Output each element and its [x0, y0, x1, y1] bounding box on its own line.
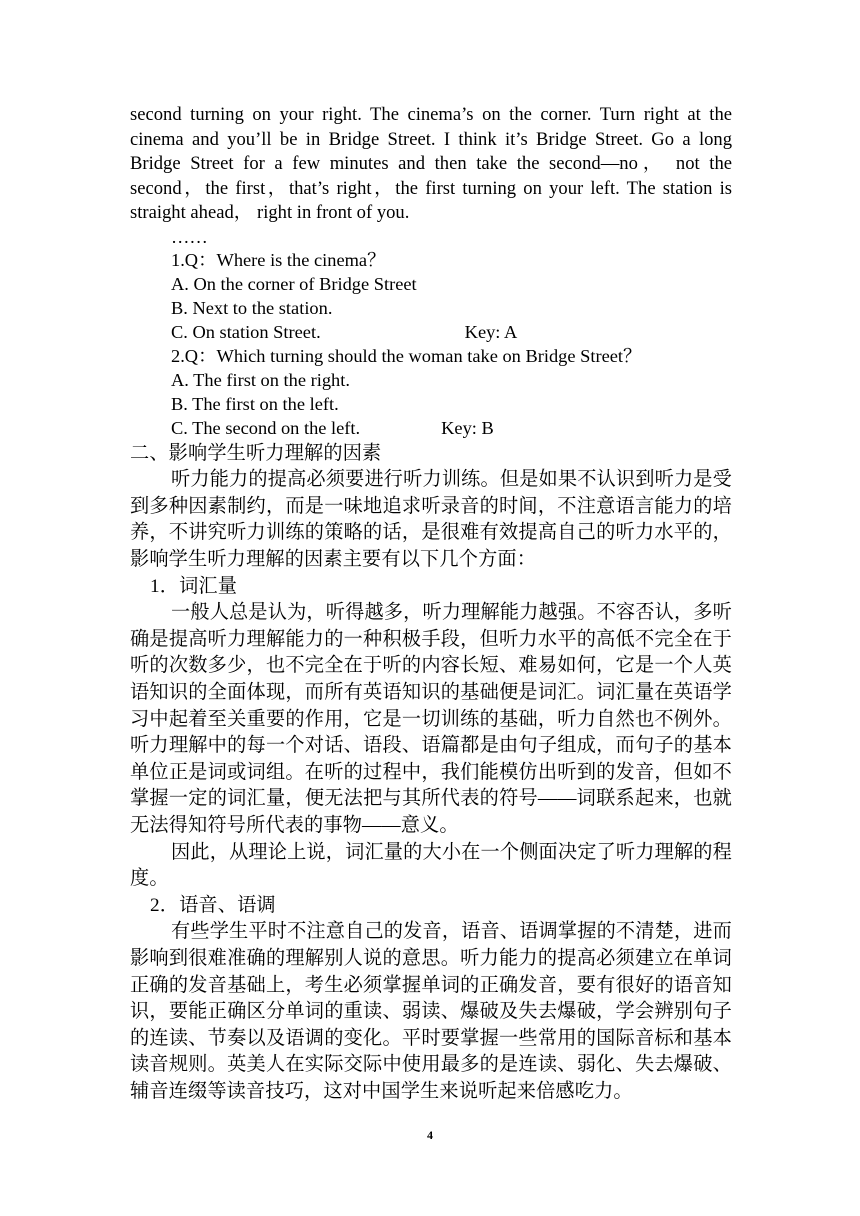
option-c-row: [130, 321, 732, 345]
ellipsis: ……: [171, 226, 208, 247]
question-1: [130, 249, 732, 345]
answer-key: Key: A: [464, 322, 518, 343]
option-a: A. The first on the right.: [171, 369, 350, 390]
subsection-heading-pronunciation: 2．语音、语调: [150, 894, 276, 916]
option-c: C. The second on the left.: [171, 417, 361, 438]
section-paragraph: 听力能力的提高必须要进行听力训练。但是如果不认识到听力是受到多种因素制约，而是一味地追求听录音的时间，不注意语言能力的培养，不讲究听力训练的策略的话，是很难有效提高自己的听力水平的，影响学生听力理解的因素主要有以下几个方面：: [130, 469, 732, 571]
option-a: A. On the corner of Bridge Street: [171, 274, 417, 295]
option-c: C. On station Street.: [171, 322, 321, 343]
section-heading: 二、影响学生听力理解的因素: [130, 442, 382, 464]
option-c-row: [130, 417, 732, 441]
question-2: [130, 345, 732, 441]
subsection-heading-vocabulary: 1．词汇量: [150, 575, 238, 597]
option-b: B. The first on the left.: [171, 393, 339, 414]
vocabulary-paragraph: 一般人总是认为，听得越多，听力理解能力越强。不容否认，多听确是提高听力理解能力的一种积极手段，但听力水平的高低不完全在于听的次数多少，也不完全在于听的内容长短、难易如何，它是一个人英语知识的全面体现，而所有英语知识的基础便是词汇。词汇量在英语学习中起着至关重要的作用，它是一切训练的基础，听力自然也不例外。听力理解中的每一个对话、语段、语篇都是由句子组成，而句子的基本单位正是词或词组。在听的过程中，我们能模仿出听到的发音，但如不掌握一定的词汇量，便无法把与其所代表的符号——词联系起来，也就无法得知符号所代表的事物——意义。: [130, 602, 732, 836]
pronunciation-paragraph: 有些学生平时不注意自己的发音，语音、语调掌握的不清楚，进而影响到很难准确的理解别人说的意思。听力能力的提高必须建立在单词正确的发音基础上，考生必须掌握单词的正确发音，要有很好的语音知识，要能正确区分单词的重读、弱读、爆破及失去爆破，学会辨别句子的连读、节奏以及语调的变化。平时要掌握一些常用的国际音标和基本读音规则。英美人在实际交际中使用最多的是连读、弱化、失去爆破、辅音连缀等读音技巧，这对中国学生来说听起来倍感吃力。: [130, 921, 732, 1102]
question-text: 1.Q：Where is the cinema？: [171, 250, 386, 271]
answer-key: Key: B: [441, 417, 494, 438]
page-number: 4: [427, 1128, 433, 1142]
option-b: B. Next to the station.: [171, 298, 333, 319]
dialogue-text: second turning on your right. The cinema’s on the corner. Turn right at the cinema and you’ll be in Bridge Street. I think it’s Bridge Street. Go a long Bridge Street for a few minutes and then take the second—no， not the second，the first，that’s right，the first turning on your left. The station is straight ahead， right in front of you.: [130, 104, 732, 223]
vocabulary-conclusion: 因此，从理论上说，词汇量的大小在一个侧面决定了听力理解的程度。: [130, 841, 732, 890]
page-content: [130, 103, 732, 1106]
question-text: 2.Q：Which turning should the woman take on Bridge Street？: [171, 346, 642, 367]
